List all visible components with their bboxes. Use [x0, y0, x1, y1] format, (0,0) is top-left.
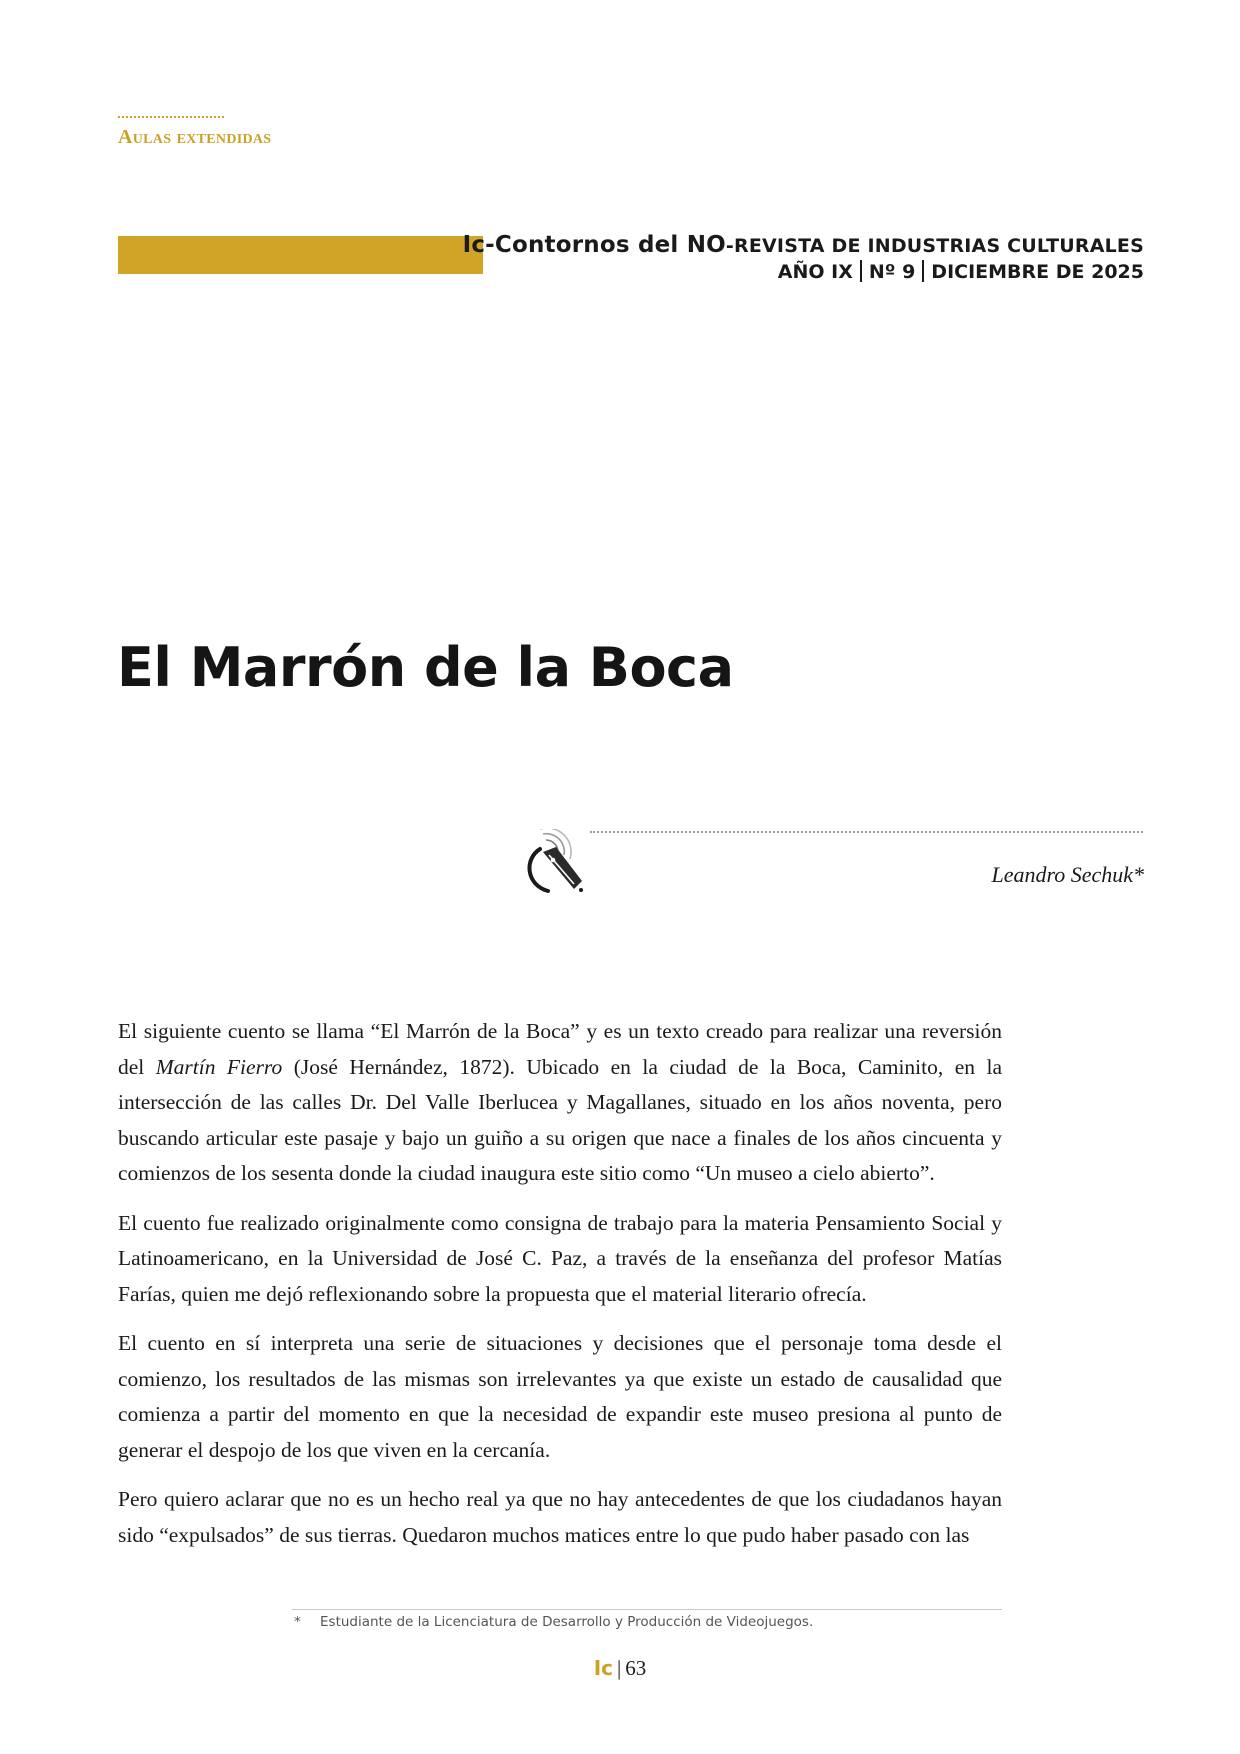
section-label — [118, 116, 271, 149]
journal-title-line — [463, 232, 1144, 258]
journal-issue: Nº 9 — [868, 261, 916, 283]
book-title: Martín Fierro — [155, 1054, 283, 1079]
footnote — [294, 1614, 813, 1630]
journal-year: AÑO IX — [777, 261, 853, 283]
section-divider — [118, 116, 224, 118]
footnote-text: Estudiante de la Licenciatura de Desarrollo y Producción de Videojuegos. — [320, 1614, 814, 1630]
article-body — [118, 1014, 1002, 1567]
journal-date: DICIEMBRE DE 2025 — [931, 261, 1144, 283]
journal-subtitle: -REVISTA DE INDUSTRIAS CULTURALES — [725, 235, 1144, 257]
paragraph-text: El siguiente cuento se llama “El Marrón de la Boca” y es un texto creado para realizar una reversión del — [118, 1019, 1002, 1079]
article-author: Leandro Sechuk* — [991, 862, 1144, 887]
page-number: 63 — [625, 1656, 647, 1680]
paragraph — [118, 1014, 1002, 1192]
footnote-divider — [292, 1609, 1002, 1610]
paragraph: El cuento en sí interpreta una serie de situaciones y decisiones que el personaje toma desde el comienzo, los resultados de las mismas son irrelevantes ya que existe un estado de causalidad que comienza a partir del momento en que la necesidad de expandir este museo presiona al punto de generar el despojo de los que viven en la cercanía. — [118, 1331, 1002, 1462]
journal-name: Ic-Contornos del NO — [462, 232, 726, 258]
section-label-text: Aulas extendidas — [118, 126, 272, 148]
separator — [922, 260, 924, 282]
separator — [860, 260, 862, 282]
pen-nib-icon — [518, 829, 592, 903]
author-divider — [590, 831, 1143, 833]
article-title: El Marrón de la Boca — [117, 636, 734, 699]
footnote-mark: * — [294, 1614, 301, 1630]
page-footer — [0, 1656, 1240, 1681]
paragraph: Pero quiero aclarar que no es un hecho real ya que no hay antecedentes de que los ciudadanos hayan sido “expulsados” de sus tierras. Quedaron muchos matices entre lo que pudo haber pasado con las — [118, 1487, 1002, 1547]
footer-separator: | — [617, 1656, 622, 1680]
journal-logo: Ic — [593, 1656, 614, 1680]
paragraph: El cuento fue realizado originalmente como consigna de trabajo para la materia Pensamiento Social y Latinoamericano, en la Universidad de José C. Paz, a través de la enseñanza del profesor Matías Farías, quien me dejó reflexionando sobre la propuesta que el material literario ofrecía. — [118, 1210, 1002, 1306]
journal-masthead — [463, 232, 1144, 283]
header-gold-bar — [118, 236, 483, 274]
journal-issue-line — [463, 260, 1144, 283]
paragraph-text: (José Hernández, 1872). Ubicado en la ciudad de la Boca, Caminito, en la intersección de las calles Dr. Del Valle Iberlucea y Magallanes, situado en los años noventa, pero buscando articular este pasaje y bajo un guiño a su origen que nace a finales de los años cincuenta y comienzos de los sesenta donde la ciudad inaugura este sitio como “Un museo a cielo abierto”. — [118, 1054, 1002, 1185]
